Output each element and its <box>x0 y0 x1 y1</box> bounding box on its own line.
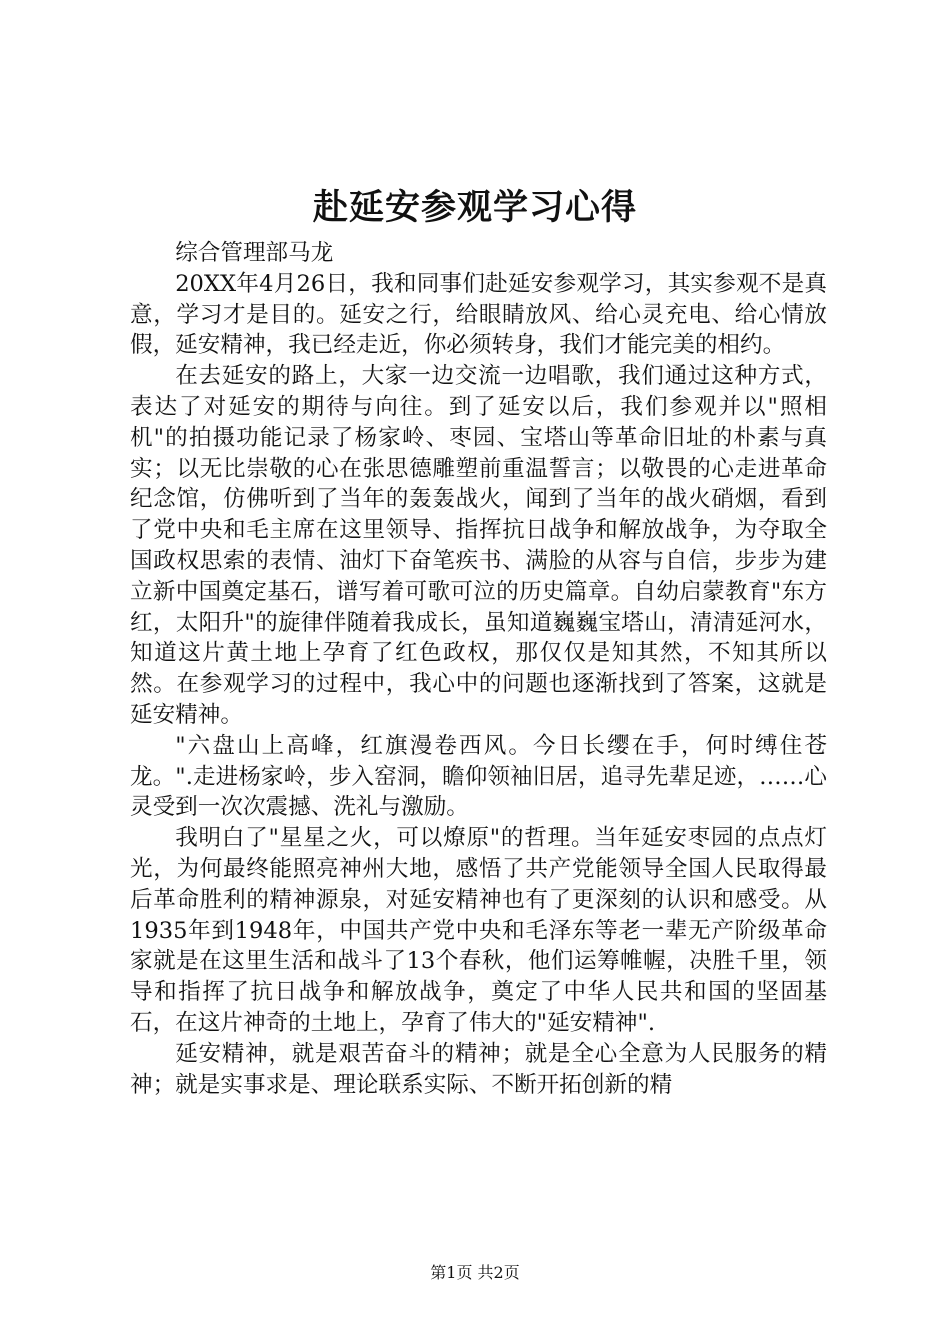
body-paragraph: 我明白了"星星之火，可以燎原"的哲理。当年延安枣园的点点灯光，为何最终能照亮神州大地，感悟了共产党能领导全国人民取得最后革命胜利的精神源泉，对延安精神也有了更深刻的认识和感受。从1935年到1948年，中国共产党中央和毛泽东等老一辈无产阶级革命家就是在这里生活和战斗了13个春秋，他们运筹帷幄，决胜千里，领导和指挥了抗日战争和解放战争，奠定了中华人民共和国的坚固基石，在这片神奇的土地上，孕育了伟大的"延安精神". <box>130 825 827 1036</box>
body-paragraph: 延安精神，就是艰苦奋斗的精神；就是全心全意为人民服务的精神；就是实事求是、理论联系实际、不断开拓创新的精 <box>130 1040 827 1098</box>
body-paragraph: 20XX年4月26日，我和同事们赴延安参观学习，其实参观不是真意，学习才是目的。延安之行，给眼睛放风、给心灵充电、给心情放假，延安精神，我已经走近，你必须转身，我们才能完美的相约。 <box>130 270 827 359</box>
page-number-footer: 第1页 共2页 <box>430 1263 520 1282</box>
author-line: 综合管理部马龙 <box>175 240 334 266</box>
document-body <box>130 238 827 1100</box>
body-paragraph: 在去延安的路上，大家一边交流一边唱歌，我们通过这种方式，表达了对延安的期待与向往。到了延安以后，我们参观并以"照相机"的拍摄功能记录了杨家岭、枣园、宝塔山等革命旧址的朴素与真实；以无比崇敬的心在张思德雕塑前重温誓言；以敬畏的心走进革命纪念馆，仿佛听到了当年的轰轰战火，闻到了当年的战火硝烟，看到了党中央和毛主席在这里领导、指挥抗日战争和解放战争，为夺取全国政权思索的表情、油灯下奋笔疾书、满脸的从容与自信，步步为建立新中国奠定基石，谱写着可歌可泣的历史篇章。自幼启蒙教育"东方红，太阳升"的旋律伴随着我成长，虽知道巍巍宝塔山，清清延河水，知道这片黄土地上孕育了红色政权，那仅仅是知其然，不知其所以然。在参观学习的过程中，我心中的问题也逐渐找到了答案，这就是延安精神。 <box>130 363 827 728</box>
body-paragraph: "六盘山上高峰，红旗漫卷西风。今日长缨在手，何时缚住苍龙。".走进杨家岭，步入窑洞，瞻仰领袖旧居，追寻先辈足迹，……心灵受到一次次震撼、洗礼与激励。 <box>130 732 827 821</box>
document-title: 赴延安参观学习心得 <box>312 187 637 228</box>
